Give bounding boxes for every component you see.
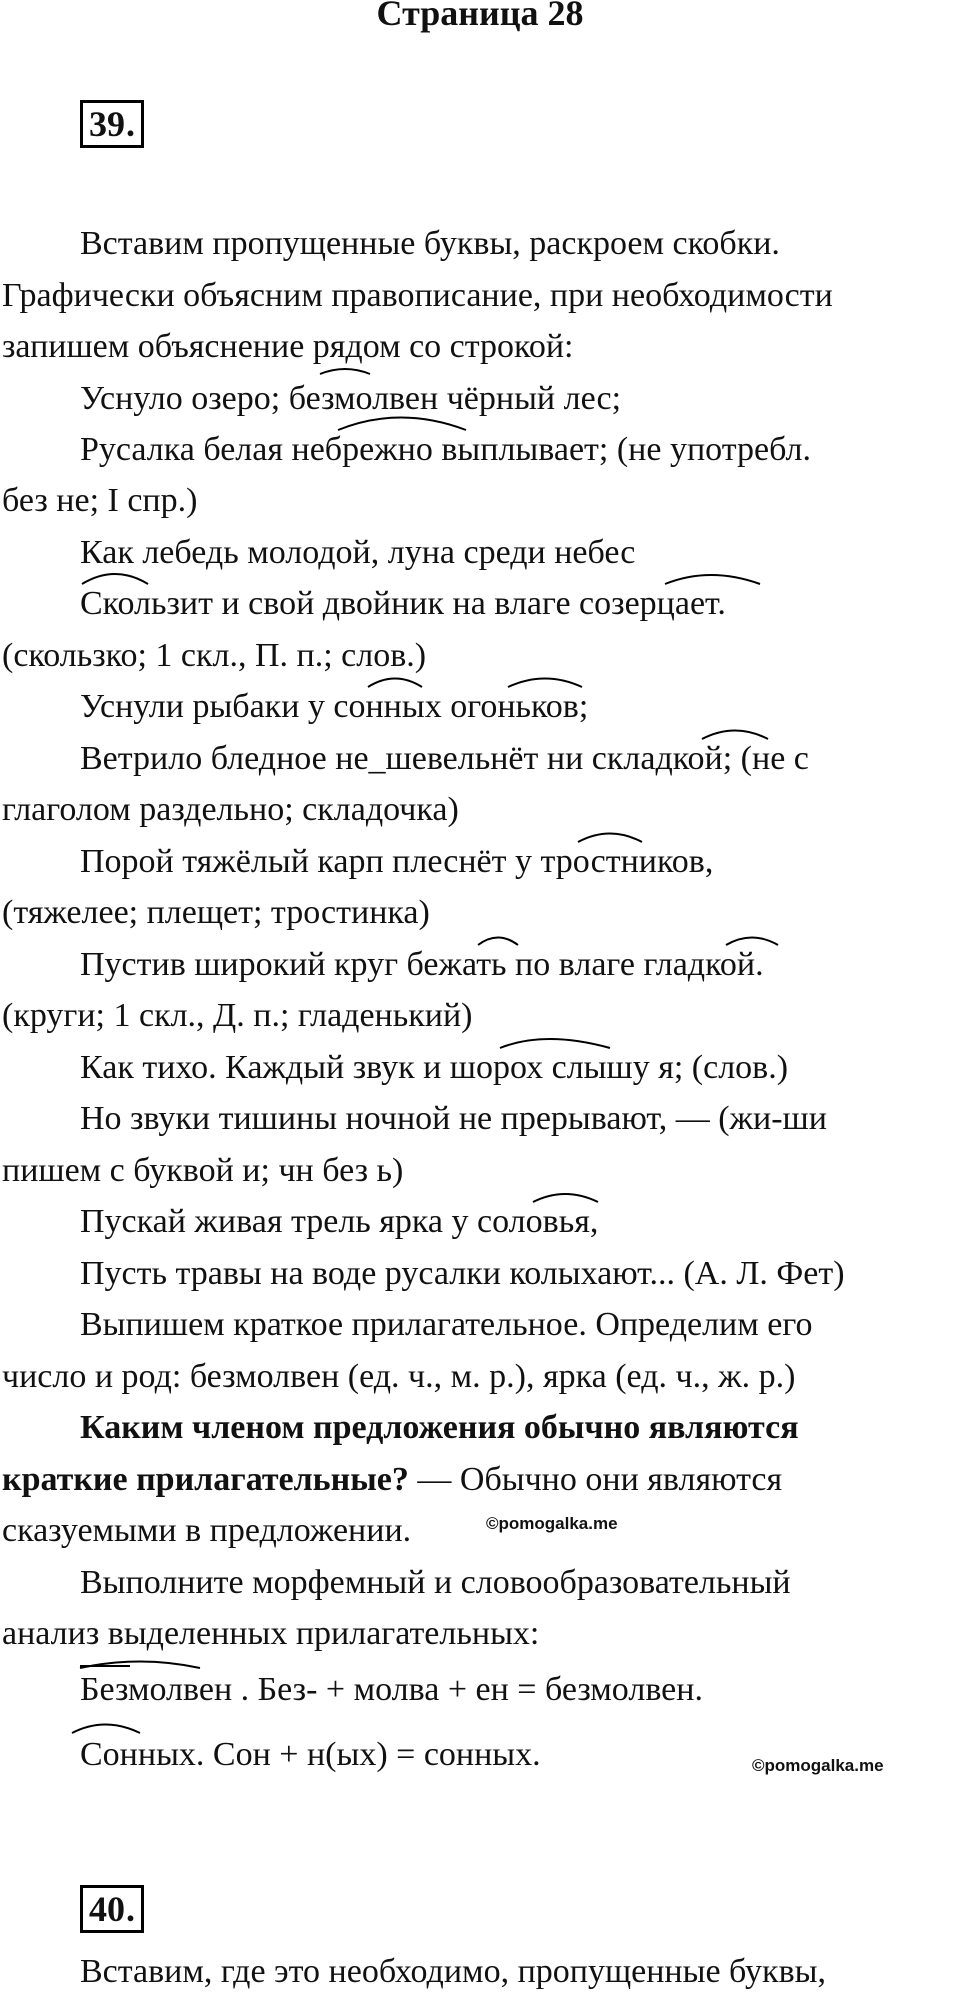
watermark-1: ©pomogalka.me [486,1514,618,1533]
root-arc-7 [578,834,642,843]
text-line-4: Выпишем краткое прилагательное. Определим его [80,1306,813,1343]
poem-line-8: Пустив широкий круг бежать по влаге гладкой. [80,946,764,983]
task40-line-1: Вставим, где это необходимо, пропущенные буквы, [80,1953,826,1990]
question-line-1: Каким членом предложения обычно являются [80,1409,799,1446]
text-line-5: число и род: безмолвен (ед. ч., м. р.), ярка (ед. ч., ж. р.) [2,1358,796,1395]
poem-note-10: пишем с буквой и; чн без ь) [2,1152,404,1189]
poem-line-11: Пускай живая трель ярка у соловья, [80,1203,599,1240]
poem-line-1: Уснуло озеро; безмолвен чёрный лес; [80,380,622,417]
morph-analysis-1: Безмолвен . Без- + молва + ен = безмолвен. [80,1671,703,1708]
task-number-39: 39. [80,100,144,148]
poem-line-3: Как лебедь молодой, луна среди небес [80,534,636,571]
text-line-2: Графически объясним правописание, при необходимости [2,277,833,314]
root-arc-1 [338,418,466,431]
poem-line-5: Уснули рыбаки у сонных огоньков; [80,688,589,725]
root-arc-9 [726,938,778,946]
task-line-2: анализ выделенных прилагательных: [2,1615,540,1652]
poem-line-2: Русалка белая небрежно выплывает; (не употребл. [80,431,811,468]
answer-line-2: сказуемыми в предложении. [2,1512,412,1549]
poem-note-6: глаголом раздельно; складочка) [2,791,459,828]
poem-line-7: Порой тяжёлый карп плеснёт у тростников, [80,843,714,880]
morph-analysis-2: Сонных. Сон + н(ых) = сонных. [80,1736,541,1773]
watermark-2: ©pomogalka.me [752,1756,884,1775]
poem-line-9: Как тихо. Каждый звук и шорох слышу я; (слов.) [80,1049,789,1086]
task-number-39-text: 39 [89,104,125,144]
poem-note-2: без не; I спр.) [2,482,198,519]
poem-note-4: (скользко; 1 скл., П. п.; слов.) [2,637,427,674]
poem-note-8: (круги; 1 скл., Д. п.; гладенький) [2,997,473,1034]
root-arc-11 [533,1194,598,1202]
answer-part-1: — Обычно они являются [408,1461,783,1498]
root-arc-2 [82,574,148,584]
poem-line-4: Скользит и свой двойник на влаге созерцает. [80,585,726,622]
page-title: Страница 28 [376,0,584,33]
root-arc-13 [72,1725,140,1734]
question-bold-2: краткие прилагательные? [2,1461,409,1498]
text-line-1: Вставим пропущенные буквы, раскроем скобки. [80,225,780,262]
root-arc-6 [702,731,768,740]
root-arc-4 [368,679,422,688]
task-number-40-text: 40 [89,1889,125,1929]
prefix-mark-1 [320,369,370,374]
question-line-2 [2,1460,782,1500]
poem-line-6: Ветрило бледное не_шевельнёт ни складкой; (не с [80,740,809,777]
root-arc-3 [665,575,760,584]
task-number-40: 40. [80,1885,144,1933]
root-arc-5 [508,679,582,688]
root-arc-12 [80,1662,200,1669]
text-line-3: запишем объяснение рядом со строкой: [2,328,574,365]
root-arc-8 [478,938,518,946]
poem-line-10: Но звуки тишины ночной не прерывают, — (жи-ши [80,1100,827,1137]
poem-note-7: (тяжелее; плещет; тростинка) [2,894,430,931]
task-line-1: Выполните морфемный и словообразовательный [80,1564,791,1601]
poem-line-12: Пусть травы на воде русалки колыхают... (А. Л. Фет) [80,1255,845,1292]
root-arc-10 [500,1039,610,1048]
